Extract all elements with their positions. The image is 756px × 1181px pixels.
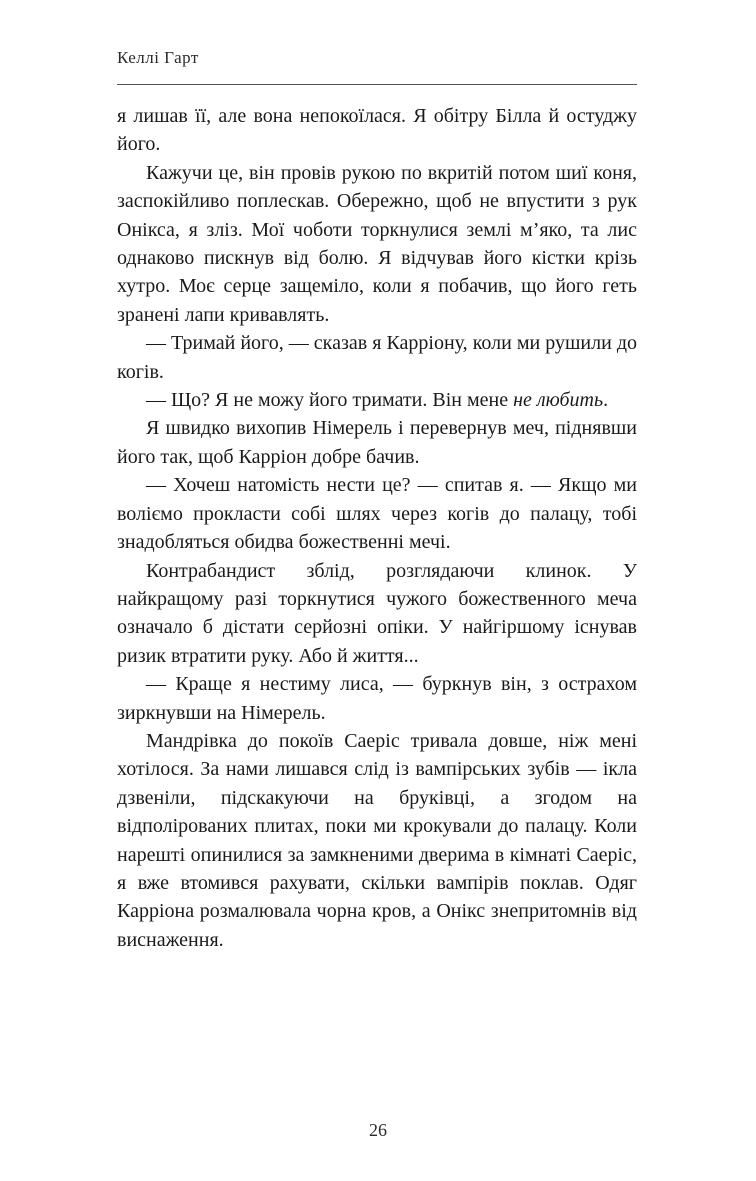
running-header-author: Келлі Гарт [117, 48, 199, 67]
paragraph: Я швидко вихопив Німерель і перевернув меч, піднявши його так, щоб Карріон добре бачив. [117, 417, 637, 468]
dialogue-paragraph [117, 386, 637, 414]
dialogue-paragraph: — Краще я нестиму лиса, — буркнув він, з острахом зиркнувши на Німерель. [117, 673, 637, 724]
paragraph: Мандрівка до покоїв Саеріс тривала довше, ніж мені хотілося. За нами лишався слід із вампірських зубів — ікла дзвеніли, підскакуючи на бруківці, а згодом на відполірованих плитах, поки ми крокували до палацу. Коли нарешті опинилися за замкненими дверима в кімнаті Саеріс, я вже втомився рахувати, скільки вампірів поклав. Одяг Карріона розмалювала чорна кров, а Онікс знепритомнів від виснаження. [117, 729, 637, 951]
paragraph: Контрабандист зблід, розглядаючи клинок. У найкращому разі торкнутися чужого божественного меча означало б дістати серйозні опіки. У найгіршому існував ризик втратити руку. Або й життя... [117, 559, 637, 667]
dialogue-text: — Що? Я не можу його тримати. Він мене [146, 389, 514, 412]
dialogue-paragraph: — Тримай його, — сказав я Карріону, коли ми рушили до когів. [117, 332, 637, 383]
body-text [117, 102, 637, 954]
emphasized-text: не любить [513, 389, 604, 412]
paragraph: Кажучи це, він провів рукою по вкритій потом шиї коня, заспокійливо поплескав. Обережно, щоб не впустити з рук Онікса, я зліз. Мої чоботи торкнулися землі м’яко, та лис однаково пискнув від болю. Я відчував його кістки крізь хутро. Моє серце защеміло, коли я побачив, що його геть зранені лапи кривавлять. [117, 161, 637, 326]
paragraph-continuation: я лишав її, але вона непокоїлася. Я обітру Білла й остуджу його. [117, 105, 637, 156]
header-divider [117, 84, 637, 85]
dialogue-text-end: . [603, 389, 609, 412]
dialogue-paragraph: — Хочеш натомість нести це? — спитав я. — Якщо ми воліємо прокласти собі шлях через когів до палацу, тобі знадобляться обидва божественні мечі. [117, 474, 637, 554]
page-number: 26 [369, 1120, 387, 1140]
